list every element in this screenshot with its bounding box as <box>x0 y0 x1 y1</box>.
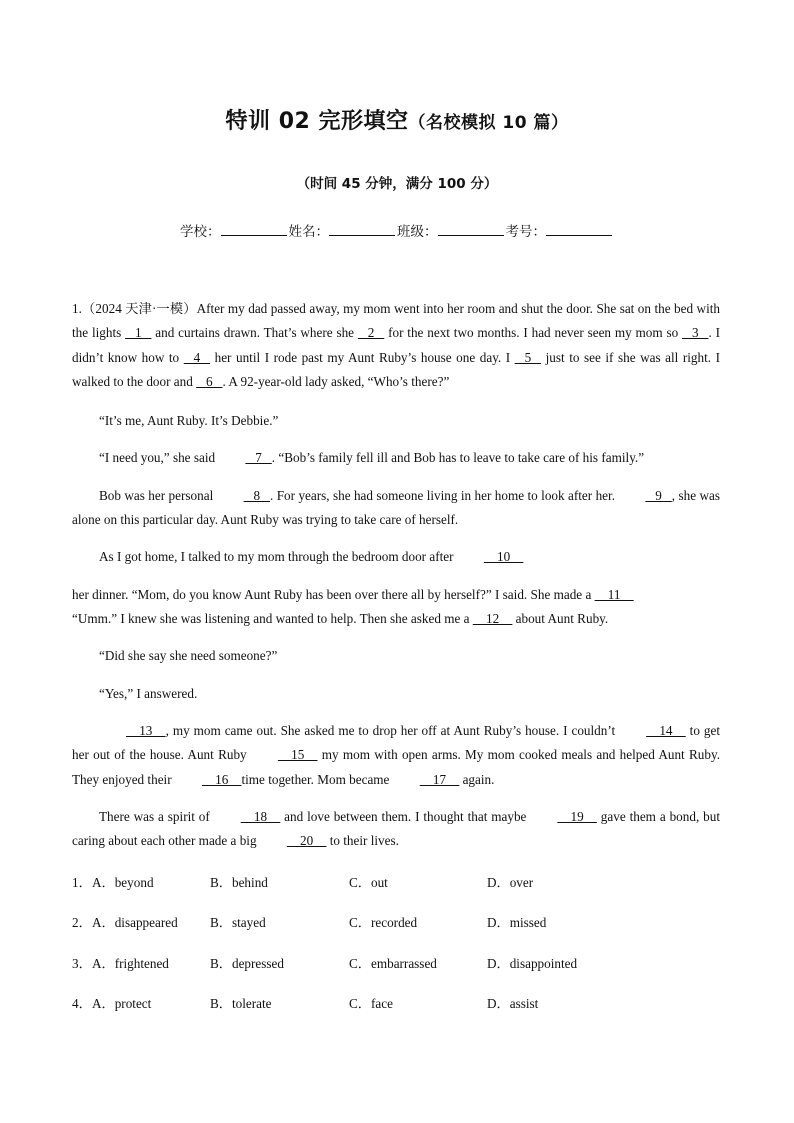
blank-15: 15 <box>277 747 318 763</box>
passage-text: her dinner. “Mom, do you know Aunt Ruby has been over there all by herself?” I said. She made a <box>72 587 595 602</box>
passage-paragraph-3 <box>72 446 720 470</box>
passage-paragraph-8: “Yes,” I answered. <box>99 686 198 701</box>
option-b: B．stayed <box>210 915 266 930</box>
name-blank <box>329 221 395 236</box>
passage-text: . For years, she had someone living in her home to look after her. <box>270 488 619 503</box>
passage-text: time together. Mom became <box>241 771 393 787</box>
blank-9: 9 <box>645 488 672 503</box>
question-4-options <box>72 993 712 1013</box>
option-d: D．assist <box>487 996 539 1011</box>
student-info-line <box>0 220 794 240</box>
question-number: 2． <box>72 915 92 930</box>
blank-1: 1 <box>125 325 152 341</box>
option-a: A．frightened <box>92 956 169 971</box>
passage-paragraph-10 <box>72 805 720 854</box>
passage-text: . A 92-year-old lady asked, “Who’s there?” <box>222 373 450 389</box>
option-b: B．depressed <box>210 956 284 971</box>
option-a: A．beyond <box>92 875 154 890</box>
exam-number-blank <box>546 221 612 236</box>
passage-text: her until I rode past my Aunt Ruby’s house one day. I <box>210 349 515 365</box>
class-label: 班级： <box>397 224 438 240</box>
school-label: 学校： <box>180 224 221 240</box>
passage-text: There was a spirit of <box>99 809 214 824</box>
passage-text: again. <box>459 771 495 787</box>
school-blank <box>221 221 287 236</box>
blank-14: 14 <box>646 723 686 738</box>
class-blank <box>438 221 504 236</box>
blank-11: 11 <box>594 587 634 602</box>
blank-19: 19 <box>557 809 597 824</box>
blank-6: 6 <box>196 373 223 389</box>
passage-text: my mom with open arms. My mom cooked meals and helped Aunt Ruby. They enjoyed their <box>72 747 720 787</box>
option-b: B．tolerate <box>210 996 272 1011</box>
passage-text: “I need you,” she said <box>99 450 219 465</box>
passage-source: （2024 天津·一模） <box>81 301 197 316</box>
title-sub: （名校模拟 10 篇） <box>408 113 569 133</box>
blank-4: 4 <box>183 349 211 365</box>
page-title <box>0 104 794 135</box>
passage-text: Bob was her personal <box>99 488 217 503</box>
blank-7: 7 <box>245 450 272 465</box>
option-a: A．disappeared <box>92 915 178 930</box>
blank-13: 13 <box>126 723 166 738</box>
blank-12: 12 <box>472 611 513 627</box>
question-3-options <box>72 953 712 973</box>
passage-text: to get her out of the house. Aunt Ruby <box>72 723 720 763</box>
blank-17: 17 <box>419 771 460 787</box>
question-number: 4． <box>72 996 92 1011</box>
blank-5: 5 <box>514 349 542 365</box>
option-b: B．behind <box>210 875 268 890</box>
question-1-options <box>72 872 712 892</box>
blank-8: 8 <box>243 488 271 503</box>
passage-paragraph-7: “Did she say she need someone?” <box>99 648 278 663</box>
option-c: C．out <box>349 875 388 890</box>
passage-text: , my mom came out. She asked me to drop her off at Aunt Ruby’s house. I couldn’t <box>165 723 620 738</box>
passage-text: gave them a bond, but caring about each other made a big <box>72 809 721 849</box>
passage-text: just to see if she was all right. I walked to the door and <box>72 349 720 389</box>
blank-16: 16 <box>201 771 242 787</box>
blank-18: 18 <box>240 809 281 824</box>
blank-10: 10 <box>483 549 524 564</box>
question-2-options <box>72 912 712 932</box>
exam-number-label: 考号： <box>505 224 546 240</box>
name-label: 姓名： <box>288 224 329 240</box>
passage-text: . “Bob’s family fell ill and Bob has to leave to take care of his family.” <box>271 450 645 465</box>
passage-text: and curtains drawn. That’s where she <box>151 325 358 341</box>
passage-text: As I got home, I talked to my mom through the bedroom door after <box>99 549 457 564</box>
title-main: 特训 02 完形填空 <box>225 109 409 134</box>
passage-text: “Umm.” I knew she was listening and wanted to help. Then she asked me a <box>72 611 473 627</box>
time-and-score: （时间 45 分钟，满分 100 分） <box>296 176 498 192</box>
passage-text: and love between them. I thought that maybe <box>280 809 531 824</box>
blank-3: 3 <box>682 325 709 341</box>
question-number: 3． <box>72 956 92 971</box>
passage-text: about Aunt Ruby. <box>512 611 609 627</box>
question-number: 1． <box>72 875 92 890</box>
passage-paragraph-9 <box>72 719 720 792</box>
passage-paragraph-6 <box>72 583 720 632</box>
passage-text: for the next two months. I had never seen my mom so <box>384 325 683 341</box>
passage-text: , she was alone on this particular day. Aunt Ruby was trying to take care of herself. <box>72 488 720 528</box>
option-a: A．protect <box>92 996 152 1011</box>
option-c: C．face <box>349 996 393 1011</box>
question-number: 1. <box>72 301 82 316</box>
blank-20: 20 <box>286 833 327 849</box>
option-c: C．embarrassed <box>349 956 437 971</box>
option-d: D．disappointed <box>487 956 578 971</box>
passage-text: to their lives. <box>326 833 399 849</box>
passage-paragraph-4 <box>72 484 720 533</box>
passage-paragraph-5 <box>72 545 720 569</box>
option-c: C．recorded <box>349 915 418 930</box>
option-d: D．missed <box>487 915 547 930</box>
passage-text: After my dad passed away, my mom went into her room and shut the door. She sat on the bed with the lights <box>72 301 720 341</box>
passage-paragraph-2: “It’s me, Aunt Ruby. It’s Debbie.” <box>99 413 279 428</box>
option-d: D．over <box>487 875 534 890</box>
passage-paragraph-1 <box>72 297 720 394</box>
passage-text: . I didn’t know how to <box>72 325 720 365</box>
blank-2: 2 <box>357 325 385 341</box>
